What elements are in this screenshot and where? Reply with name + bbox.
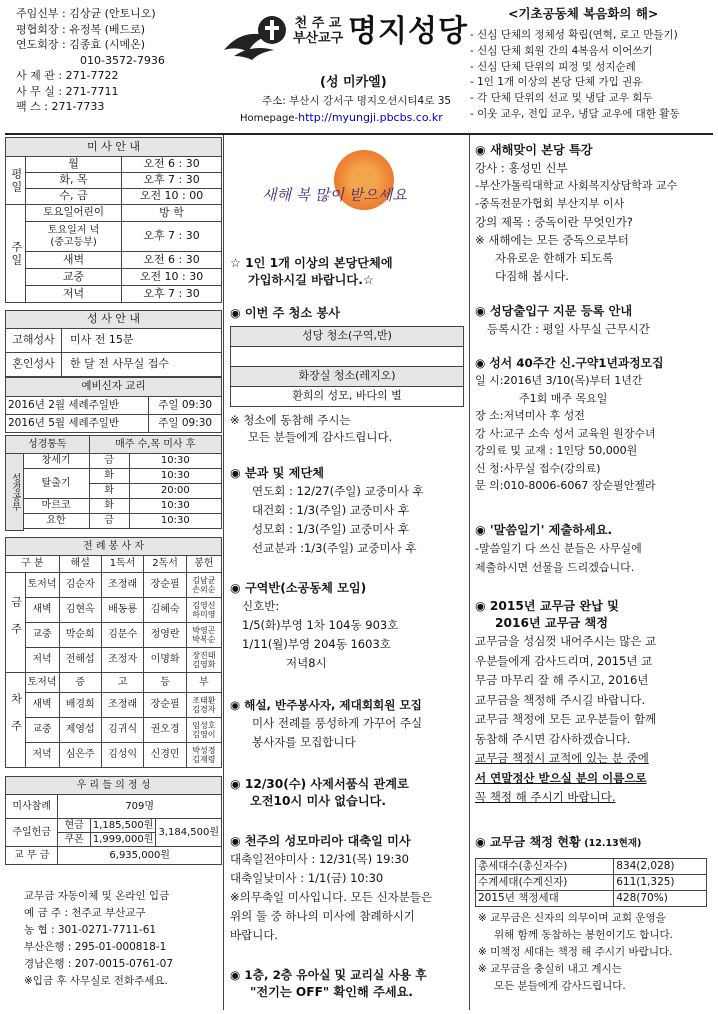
org-name: 천 주 교 부산교구	[292, 16, 344, 46]
sacrament-value: 미사 전 15분	[62, 329, 222, 353]
server-name: 박영곤 박복순	[186, 623, 221, 648]
mass-day: 새벽	[26, 252, 122, 269]
mass-day: 토요일저 녁 (중고등부)	[26, 222, 122, 252]
bible-time: 20:00	[129, 484, 221, 499]
restroom-cleaning-header: 화장실 청소(레지오)	[231, 367, 464, 387]
server-name: 임성호 김영이	[186, 718, 221, 743]
bank-line: 예 금 주 : 천주교 부산교구	[24, 907, 146, 919]
mass-time: 오전 6 : 30	[122, 157, 222, 173]
server-mass: 토저녁	[25, 573, 59, 598]
server-name: 제영섭	[59, 718, 101, 743]
servers-header: 2독서	[144, 556, 186, 573]
year-goals	[470, 28, 680, 123]
servers-table	[5, 537, 222, 768]
status-label: 총세대수(총신자수)	[476, 859, 614, 875]
mass-time: 오후 7 : 30	[122, 173, 222, 189]
mass-attendance-label: 미사참례	[6, 795, 58, 819]
no-mass-notice: ◉ 12/30(수) 사제서품식 관계로 오전10시 미사 없습니다.	[230, 777, 409, 808]
servers-header: 해설	[59, 556, 101, 573]
server-name: 조태환 김경자	[186, 693, 221, 718]
dues-title: ◉ 2015년 교무금 완납 및	[475, 599, 619, 613]
next-week-label: 차주	[6, 673, 26, 768]
church-cleaning-header: 성당 청소(구역,반)	[231, 327, 464, 347]
greeting-text: 새해 복 많이 받으세요	[262, 186, 407, 204]
catechumen-class: 2016년 5월 세례주일반	[6, 415, 149, 433]
cleaning-section	[230, 305, 340, 322]
servers-header: 봉헌	[186, 556, 221, 573]
mass-schedule-table	[5, 137, 222, 303]
server-name: 김남균 손외순	[186, 573, 221, 598]
goal-item: - 신심 단체 단위의 피정 및 성지순례	[470, 60, 636, 73]
bible-time: 10:30	[129, 499, 221, 514]
sacrament-label: 고해성사	[6, 329, 62, 353]
contact-row: 팩 스 : 271-7733	[16, 100, 105, 113]
mass-attendance-value: 709명	[58, 795, 222, 819]
server-name: 김성익	[101, 743, 143, 768]
server-name: 김순자	[59, 573, 101, 598]
offering-title: 우 리 들 의 정 성	[6, 777, 222, 795]
servers-header: 1독서	[101, 556, 143, 573]
server-name: 배동룡	[101, 598, 143, 623]
group-meeting: 선교분과 :1/3(주일) 교중미사 후	[252, 541, 417, 555]
bible-study-label: 성경공부	[6, 454, 24, 531]
fingerprint-section: ◉ 성당출입구 지문 등록 안내 등록시간 : 평일 사무실 근무시간	[475, 304, 650, 336]
district-title: ◉ 구역반(소공동체 모임)	[230, 581, 367, 595]
bible-day: 화	[89, 499, 129, 514]
sacrament-value: 한 달 전 사무실 접수	[62, 353, 222, 377]
bible-time: 10:30	[129, 514, 221, 529]
server-name: 배경희	[59, 693, 101, 718]
server-name: 전해섭	[59, 648, 101, 673]
recruit-title: ◉ 해설, 반주봉사자, 제대회회원 모집	[230, 698, 422, 712]
contact-row: 사 제 관 : 271-7722	[16, 69, 119, 82]
mass-time: 방 학	[122, 205, 222, 222]
homepage-link[interactable]: http://myungji.pbcbs.co.kr	[298, 111, 443, 124]
groups-title: ◉ 분과 및 제단체	[230, 466, 325, 480]
cash-label: 현금	[58, 819, 91, 833]
server-name: 조정래	[101, 693, 143, 718]
dues-status-section	[475, 834, 641, 851]
bible-time: 10:30	[129, 469, 221, 484]
column-divider-2	[469, 135, 470, 1010]
sunday-offering-label: 주일헌금	[6, 819, 58, 847]
server-name: 장순필	[144, 573, 186, 598]
dues-section: ◉ 2015년 교무금 완납 및 2016년 교무금 책정 교무금을 성심껏 내어주시는 많은 교 우분들에게 감사드리며, 2015년 교 무금 마무리 잘 해 주시고, 2016년 교무금을 책정해 주시길 바랍니다. 교무금 책정에 모든 교우분들이 함께 동참해 주시면 감사하겠습니다. 교무금 책정시 교적에 있는 분 중에 서 연말정산 받으실 분의 이름으로 꼭 책정 해 주시기 바랍니다.	[475, 599, 657, 804]
bible-book: 창세기	[23, 454, 89, 469]
cleaning-table	[230, 326, 464, 407]
church-logo	[222, 10, 292, 62]
catechumen-time: 주일 09:30	[149, 397, 222, 415]
dues-amount: 6,935,000원	[58, 847, 222, 865]
diary-section: ◉ '말씀일기' 제출하세요. -말씀일기 다 쓰신 분들은 사무실에 제출하시면 선물을 드리겠습니다.	[475, 523, 642, 574]
bible-book: 마르코	[23, 499, 89, 514]
server-group: 증	[59, 673, 101, 693]
group-meeting: 성모회 : 1/3(주일) 교중미사 후	[252, 522, 410, 536]
server-mass: 새벽	[25, 693, 59, 718]
mass-day: 화, 목	[26, 173, 122, 189]
bible-day: 금	[89, 514, 129, 529]
server-name: 심은주	[59, 743, 101, 768]
status-value: 428(70%)	[614, 891, 707, 907]
power-off-notice: ◉ 1층, 2층 유아실 및 교리실 사용 후 "전기는 OFF" 확인해 주세요.	[230, 968, 427, 999]
lecture-section: ◉ 새해맞이 본당 특강 강사 : 홍성민 신부 -부산가톨릭대학교 사회복지상담학과 교수 -중독전문가협회 부산지부 이사 강의 제목 : 중독이란 무엇인가? ※ 새해에는 모든 중독으로부터 자유로운 한해가 되도록 다짐해 봅시다.	[475, 143, 678, 283]
catechumen-class: 2016년 2월 세례주일반	[6, 397, 149, 415]
bible-day: 화	[89, 484, 129, 499]
server-mass: 새벽	[25, 598, 59, 623]
header-divider	[5, 133, 713, 135]
contact-row: 연도회장 : 김종효 (시메온)	[16, 38, 146, 51]
diary-title: ◉ '말씀일기' 제출하세요.	[475, 523, 613, 537]
mass-time: 오후 7 : 30	[122, 222, 222, 252]
bank-line: 농 협 : 301-0271-7711-61	[24, 924, 157, 936]
bible-day: 금	[89, 454, 129, 469]
contact-row: 평협회장 : 유정복 (베드로)	[16, 22, 146, 36]
fingerprint-title: ◉ 성당출입구 지문 등록 안내	[475, 304, 633, 318]
catechumen-time: 주일 09:30	[149, 415, 222, 433]
mary-feast-section: ◉ 천주의 성모마리아 대축일 미사 대축일전야미사 : 12/31(목) 19:30 대축일낮미사 : 1/1(금) 10:30 ※의무축일 미사입니다. 모든 신자분들은 위의 둘 중 하나의 미사에 참례하시기 바랍니다.	[230, 834, 432, 942]
cash-amount: 1,185,500원	[90, 819, 156, 833]
bible-course-title: ◉ 성서 40주간 신.구약1년과정모집	[475, 356, 664, 370]
coupon-amount: 1,999,000원	[90, 833, 156, 847]
server-name: 김귀식	[101, 718, 143, 743]
contact-row: 010-3572-7936	[80, 53, 165, 67]
servers-header: 구 분	[6, 556, 60, 573]
server-name: 권오경	[144, 718, 186, 743]
year-theme: <기초공동체 복음화의 해>	[508, 6, 659, 21]
address: 주소: 부산시 강서구 명지오션시티4로 35	[262, 95, 452, 107]
groups-section	[230, 465, 424, 558]
bank-line: 부산은행 : 295-01-000818-1	[24, 941, 167, 953]
goal-item: - 신심 단체의 정체성 확립(연혁, 로고 만들기)	[470, 29, 678, 41]
contact-row: 사 무 실 : 271-7711	[16, 84, 119, 98]
mass-time: 오전 10 : 00	[122, 189, 222, 205]
server-group: 고	[101, 673, 143, 693]
mass-schedule-title: 미 사 안 내	[6, 138, 222, 157]
server-mass: 저녁	[25, 743, 59, 768]
bible-course-section: ◉ 성서 40주간 신.구약1년과정모집 일 시:2016년 3/10(목)부터 1년간 주1회 매주 목요일 장 소:저녁미사 후 성전 강 사:교구 소속 성서 교육원 원장수녀 강의료 및 교재 : 1인당 50,000원 신 청:사무실 접수(강의료) 문 의:010-8006-6067 장순필안젤라	[475, 356, 664, 492]
patron-saint: (성 미카엘)	[320, 75, 387, 90]
mass-day: 토요일어린이	[26, 205, 122, 222]
bible-book: 요한	[23, 514, 89, 529]
dues-label: 교 무 금	[6, 847, 58, 865]
group-meeting: 연도회 : 12/27(주일) 교중미사 후	[252, 484, 424, 498]
sacrament-title: 성 사 안 내	[6, 311, 222, 329]
this-week-label: 금주	[6, 573, 26, 673]
header-contacts	[16, 6, 216, 115]
servers-title: 전 례 봉 사 자	[6, 538, 222, 556]
sunday-offering-total: 3,184,500원	[156, 819, 222, 847]
church-cleaning-value	[231, 347, 464, 367]
server-group: 부	[186, 673, 221, 693]
server-name: 박순희	[59, 623, 101, 648]
goal-item: - 신심 단체 회원 간의 4복음서 이어쓰기	[470, 44, 653, 57]
church-name: 명지성당	[348, 14, 468, 49]
server-mass: 저녁	[25, 648, 59, 673]
bank-info	[24, 888, 173, 990]
bank-line: 경남은행 : 207-0015-0761-07	[24, 958, 173, 970]
bible-reading-title: 성경통독	[6, 436, 90, 454]
column-divider-1	[223, 135, 224, 1010]
server-name: 김현옥	[59, 598, 101, 623]
server-name: 조정래	[101, 573, 143, 598]
bible-time: 10:30	[129, 454, 221, 469]
bank-line: ※입금 후 사무실로 전화주세요.	[24, 975, 168, 987]
mary-feast-title: ◉ 천주의 성모마리아 대축일 미사	[230, 834, 411, 848]
lecture-title: ◉ 새해맞이 본당 특강	[475, 143, 593, 157]
server-name: 정영란	[144, 623, 186, 648]
coupon-label: 쿠폰	[58, 833, 91, 847]
sacrament-label: 혼인성사	[6, 353, 62, 377]
dues-status-notes: ※ 교무금은 신자의 의무이며 교회 운영을 위해 함께 동참하는 봉헌이기도 합니다. ※ 미책정 세대는 책정 해 주시기 바랍니다. ※ 교무금을 충실히 내고 계시는 모든 분들에게 감사드립니다.	[478, 912, 673, 992]
sacrament-table	[5, 310, 222, 377]
bible-book: 탈출기	[23, 469, 89, 499]
server-name: 이명화	[144, 648, 186, 673]
server-name: 장순필	[144, 693, 186, 718]
catechumen-title: 예비신자 교리	[6, 378, 222, 397]
goal-item: - 1인 1개 이상의 본당 단체 가입 권유	[470, 76, 643, 89]
recruit-section: ◉ 해설, 반주봉사자, 제대회회원 모집 미사 전례를 풍성하게 가꾸어 주실 봉사자를 모집합니다	[230, 698, 423, 749]
cleaning-title: ◉ 이번 주 청소 봉사	[230, 306, 341, 320]
sunday-label: 주일	[6, 205, 26, 303]
status-label: 수계세대(수계신자)	[476, 875, 614, 891]
server-name: 조정자	[101, 648, 143, 673]
mass-time: 오후 7 : 30	[122, 286, 222, 303]
status-value: 834(2,028)	[614, 859, 707, 875]
status-value: 611(1,325)	[614, 875, 707, 891]
dues-status-title: ◉ 교무금 책정 현황	[475, 835, 581, 849]
server-mass: 교중	[25, 623, 59, 648]
homepage: Homepage-http://myungji.pbcbs.co.kr	[240, 111, 443, 124]
server-group: 등	[144, 673, 186, 693]
group-meeting: 대건회 : 1/3(주일) 교중미사 후	[252, 503, 410, 517]
bible-day: 화	[89, 469, 129, 484]
dues-status-table	[475, 858, 707, 907]
cleaning-thanks: ※ 청소에 동참해 주시는 모든 분들에게 감사드립니다.	[230, 413, 393, 444]
server-mass: 토저녁	[25, 673, 59, 693]
restroom-cleaning-value: 환희의 성모, 바다의 별	[231, 387, 464, 407]
mass-day: 교중	[26, 269, 122, 286]
status-label: 2015년 책정세대	[476, 891, 614, 907]
goal-item: - 각 단체 단위의 선교 및 냉담 교우 회두	[470, 92, 653, 105]
mass-time: 오전 10 : 30	[122, 269, 222, 286]
bank-line: 교무금 자동이체 및 온라인 입금	[24, 890, 170, 902]
server-name: 박성경 김재령	[186, 743, 221, 768]
server-mass: 교중	[25, 718, 59, 743]
mass-time: 오전 6 : 30	[122, 252, 222, 269]
server-name: 신경민	[144, 743, 186, 768]
offering-table	[5, 776, 222, 865]
server-name: 김혜숙	[144, 598, 186, 623]
mass-day: 수, 금	[26, 189, 122, 205]
campaign-notice: ☆ 1인 1개 이상의 본당단체에 가입하시길 바랍니다.☆	[230, 256, 393, 287]
mass-day: 저녁	[26, 286, 122, 303]
catechumen-table	[5, 377, 222, 433]
bible-study-table	[5, 435, 222, 531]
contact-row: 주임신부 : 김상균 (안토니오)	[16, 7, 156, 20]
goal-item: - 이웃 교우, 전입 교우, 냉담 교우에 대한 활동	[470, 107, 680, 120]
mass-day: 월	[26, 157, 122, 173]
dues-status-date: (12.13현재)	[584, 838, 642, 849]
dove-cross-icon	[222, 10, 292, 62]
server-name: 김문수	[101, 623, 143, 648]
weekday-label: 평일	[6, 157, 26, 205]
server-name: 김영신 하미영	[186, 598, 221, 623]
server-name: 장진태 김영화	[186, 648, 221, 673]
new-year-greeting	[262, 150, 442, 230]
district-section: ◉ 구역반(소공동체 모임) 신호반: 1/5(화)부영 1차 104동 903호 1/11(월)부영 204동 1603호 저녁8시	[230, 581, 399, 670]
bible-reading-subtitle: 매주 수,목 미사 후	[89, 436, 221, 454]
